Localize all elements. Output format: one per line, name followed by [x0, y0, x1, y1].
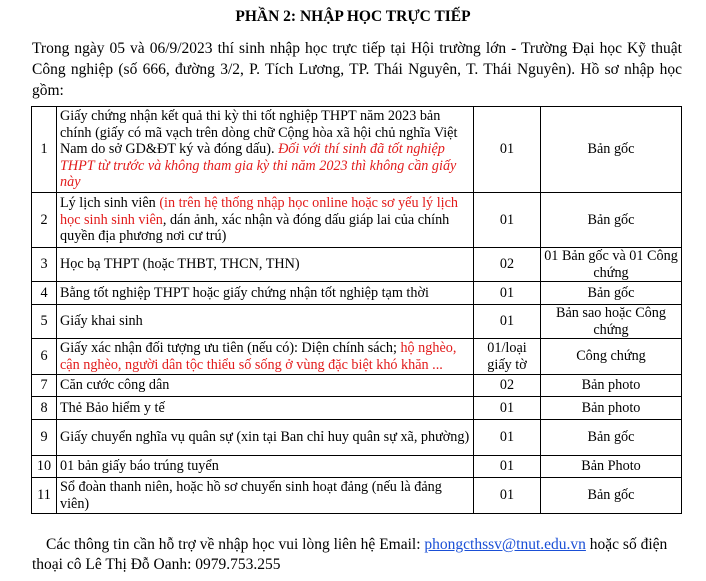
section-title: PHẦN 2: NHẬP HỌC TRỰC TIẾP	[235, 8, 471, 25]
intro-paragraph: Trong ngày 05 và 06/9/2023 thí sinh nhập học trực tiếp tại Hội trường lớn - Trường Đại học Kỹ thuật Công nghiệp (số 666, đường 3/2, P. Tích Lương, TP. Thái Nguyên, T. Thái Nguyên). Hồ sơ nhập học gồm:	[32, 40, 682, 99]
row-description	[57, 339, 474, 375]
row-copy-type: 01 Bản gốc và 01 Công chứng	[541, 248, 682, 282]
row-description	[57, 107, 474, 193]
table-row	[32, 248, 682, 282]
row-copy-type: Bản photo	[541, 375, 682, 397]
row-copy-type: Bản gốc	[541, 478, 682, 514]
description-highlight: (in trên hệ thống nhập học online hoặc sơ yếu lý lịch học sinh sinh viên	[60, 195, 458, 228]
row-copy-type: Bản Photo	[541, 456, 682, 478]
row-number: 5	[32, 305, 57, 339]
row-copy-type: Bản gốc	[541, 107, 682, 193]
description-highlight: hộ nghèo, cận nghèo, người dân tộc thiểu số sống ở vùng đặc biệt khó khăn ...	[60, 340, 457, 373]
table-row	[32, 375, 682, 397]
contact-paragraph	[32, 535, 682, 575]
row-number: 6	[32, 339, 57, 375]
table-row	[32, 282, 682, 305]
documents-table	[31, 106, 682, 514]
row-quantity: 01/loại giấy tờ	[474, 339, 541, 375]
row-number: 7	[32, 375, 57, 397]
row-quantity: 01	[474, 478, 541, 514]
row-description	[57, 193, 474, 248]
table-row	[32, 107, 682, 193]
row-number: 8	[32, 397, 57, 420]
table-row	[32, 193, 682, 248]
row-number: 2	[32, 193, 57, 248]
row-quantity: 02	[474, 248, 541, 282]
row-copy-type: Bản gốc	[541, 420, 682, 456]
table-row	[32, 339, 682, 375]
table-row	[32, 420, 682, 456]
table-row	[32, 397, 682, 420]
row-number: 11	[32, 478, 57, 514]
row-copy-type: Bản sao hoặc Công chứng	[541, 305, 682, 339]
table-row	[32, 478, 682, 514]
description-text: Lý lịch sinh viên	[60, 195, 160, 212]
row-quantity: 01	[474, 397, 541, 420]
row-description: Sổ đoàn thanh niên, hoặc hồ sơ chuyển sinh hoạt đảng (nếu là đảng viên)	[57, 478, 474, 514]
row-quantity: 01	[474, 282, 541, 305]
contact-phone-text: hoặc số điện thoại cô Lê Thị Đỗ Oanh: 0979.753.255	[32, 536, 668, 573]
row-number: 1	[32, 107, 57, 193]
row-description: Học bạ THPT (hoặc THBT, THCN, THN)	[57, 248, 474, 282]
description-text: Giấy xác nhận đối tượng ưu tiên (nếu có): Diện chính sách;	[60, 340, 401, 356]
row-copy-type: Bản photo	[541, 397, 682, 420]
row-quantity: 01	[474, 193, 541, 248]
email-link[interactable]: phongcthssv@tnut.edu.vn	[424, 536, 586, 553]
row-description: Căn cước công dân	[57, 375, 474, 397]
description-text: Giấy chứng nhận kết quả thi kỳ thi tốt nghiệp THPT năm 2023 bản chính (giấy có mã vạch trên dòng chữ Cộng hòa xã hội chủ nghĩa Việt Nam do sở GD&ĐT ký và đóng dấu).	[60, 108, 458, 158]
contact-text: Các thông tin cần hỗ trợ về nhập học vui lòng liên hệ Email:	[46, 536, 425, 553]
row-copy-type: Công chứng	[541, 339, 682, 375]
row-description: Giấy khai sinh	[57, 305, 474, 339]
description-note: Đối với thí sinh đã tốt nghiệp THPT từ trước và không tham gia kỳ thi năm 2023 thì không cần giấy này	[60, 141, 457, 191]
row-quantity: 01	[474, 107, 541, 193]
row-description: 01 bản giấy báo trúng tuyển	[57, 456, 474, 478]
row-number: 10	[32, 456, 57, 478]
row-description: Thẻ Bảo hiểm y tế	[57, 397, 474, 420]
row-description: Bằng tốt nghiệp THPT hoặc giấy chứng nhận tốt nghiệp tạm thời	[57, 282, 474, 305]
row-number: 4	[32, 282, 57, 305]
table-row	[32, 456, 682, 478]
row-number: 9	[32, 420, 57, 456]
row-quantity: 01	[474, 456, 541, 478]
table-row	[32, 305, 682, 339]
row-quantity: 02	[474, 375, 541, 397]
row-copy-type: Bản gốc	[541, 282, 682, 305]
row-quantity: 01	[474, 305, 541, 339]
description-text: , dán ảnh, xác nhận và đóng dấu giáp lai của chính quyền địa phương nơi cư trú)	[60, 211, 450, 245]
row-number: 3	[32, 248, 57, 282]
row-quantity: 01	[474, 420, 541, 456]
row-description: Giấy chuyển nghĩa vụ quân sự (xin tại Ban chỉ huy quân sự xã, phường)	[57, 420, 474, 456]
row-copy-type: Bản gốc	[541, 193, 682, 248]
